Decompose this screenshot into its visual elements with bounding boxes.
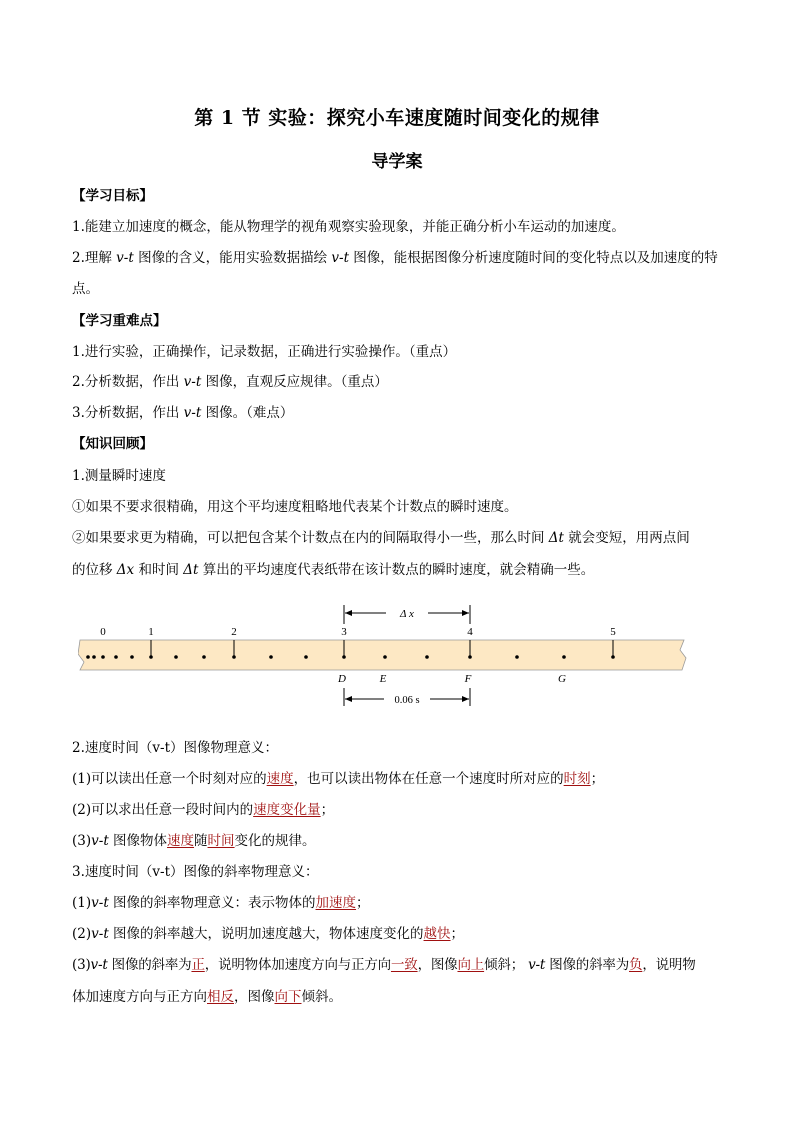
tape-dot bbox=[342, 655, 346, 659]
tape-letter-f: F bbox=[464, 673, 472, 685]
review-1a: ①如果不要求很精确，用这个平均速度粗略地代表某个计数点的瞬时速度。 bbox=[72, 499, 518, 515]
paper-tape-diagram bbox=[78, 600, 690, 710]
tape-dot bbox=[515, 655, 519, 659]
time-arrowhead-left bbox=[345, 696, 352, 702]
tape-letter-d: D bbox=[338, 673, 346, 685]
tape-number-4: 4 bbox=[467, 626, 473, 638]
tape-dot bbox=[562, 655, 566, 659]
key-point-2: 2.分析数据，作出 v-t 图像，直观反应规律。（重点） bbox=[72, 374, 388, 390]
review-2-item-3: (3)v-t 图像物体速度随时间变化的规律。 bbox=[72, 833, 316, 849]
delta-x-arrowhead-left bbox=[345, 610, 352, 616]
review-3-item-3: (3)v-t 图像的斜率为正，说明物体加速度方向与正方向一致，图像向上倾斜； v-t 图像的斜率为负，说明物 bbox=[72, 957, 696, 973]
review-1b: ②如果要求更为精确，可以把包含某个计数点在内的间隔取得小一些，那么时间 Δt 就会变短，用两点间 bbox=[72, 530, 690, 546]
tape-dot bbox=[149, 655, 153, 659]
review-2: 2.速度时间（v-t）图像物理意义： bbox=[72, 740, 278, 756]
tape-dot bbox=[232, 655, 236, 659]
review-2-item-2: (2)可以求出任意一段时间内的速度变化量； bbox=[72, 802, 335, 818]
time-label: 0.06 s bbox=[394, 695, 420, 706]
goal-2: 2.理解 v-t 图像的含义，能用实验数据描绘 v-t 图像，能根据图像分析速度随时间的变化特点以及加速度的特 bbox=[72, 250, 718, 266]
review-3-item-2: (2)v-t 图像的斜率越大，说明加速度越大，物体速度变化的越快； bbox=[72, 926, 465, 942]
tape-dot bbox=[174, 655, 178, 659]
review-1b-continued: 的位移 Δx 和时间 Δt 算出的平均速度代表纸带在该计数点的瞬时速度，就会精确一些。 bbox=[72, 562, 595, 578]
review-3-item-1: (1)v-t 图像的斜率物理意义：表示物体的加速度； bbox=[72, 895, 370, 911]
tape-dot bbox=[202, 655, 206, 659]
goal-2-continued: 点。 bbox=[72, 281, 99, 297]
review-1: 1.测量瞬时速度 bbox=[72, 468, 166, 484]
delta-x-arrowhead-right bbox=[462, 610, 469, 616]
review-3-item-3-continued: 体加速度方向与正方向相反，图像向下倾斜。 bbox=[72, 989, 342, 1005]
goals-header: 【学习目标】 bbox=[72, 188, 153, 204]
tape-dot bbox=[269, 655, 273, 659]
key-points-header: 【学习重难点】 bbox=[72, 313, 167, 329]
tape-number-3: 3 bbox=[341, 626, 347, 638]
tape-dot bbox=[383, 655, 387, 659]
tape-dot bbox=[425, 655, 429, 659]
delta-x-label: Δ x bbox=[400, 608, 414, 620]
tape-dot bbox=[92, 655, 96, 659]
page-title: 第 1 节 实验：探究小车速度随时间变化的规律 bbox=[194, 107, 600, 129]
tape-number-5: 5 bbox=[610, 626, 616, 638]
key-point-1: 1.进行实验，正确操作，记录数据，正确进行实验操作。（重点） bbox=[72, 344, 457, 360]
review-3: 3.速度时间（v-t）图像的斜率物理意义： bbox=[72, 864, 319, 880]
tape-dot bbox=[86, 655, 90, 659]
tape-dot bbox=[101, 655, 105, 659]
tape-dot bbox=[130, 655, 134, 659]
tape-letter-g: G bbox=[558, 673, 566, 685]
tape-letter-e: E bbox=[379, 673, 387, 685]
tape-number-2: 2 bbox=[231, 626, 237, 638]
tape-dot bbox=[468, 655, 472, 659]
tape-dot bbox=[114, 655, 118, 659]
key-point-3: 3.分析数据，作出 v-t 图像。（难点） bbox=[72, 405, 294, 421]
tape-dot bbox=[611, 655, 615, 659]
tape-strip bbox=[78, 640, 686, 670]
review-header: 【知识回顾】 bbox=[72, 436, 153, 452]
page-subtitle: 导学案 bbox=[371, 152, 423, 172]
review-2-item-1: (1)可以读出任意一个时刻对应的速度，也可以读出物体在任意一个速度时所对应的时刻； bbox=[72, 771, 605, 787]
tape-number-1: 1 bbox=[148, 626, 154, 638]
goal-1: 1.能建立加速度的概念，能从物理学的视角观察实验现象，并能正确分析小车运动的加速度。 bbox=[72, 219, 625, 235]
tape-number-0: 0 bbox=[100, 626, 106, 638]
time-arrowhead-right bbox=[462, 696, 469, 702]
tape-dot bbox=[304, 655, 308, 659]
